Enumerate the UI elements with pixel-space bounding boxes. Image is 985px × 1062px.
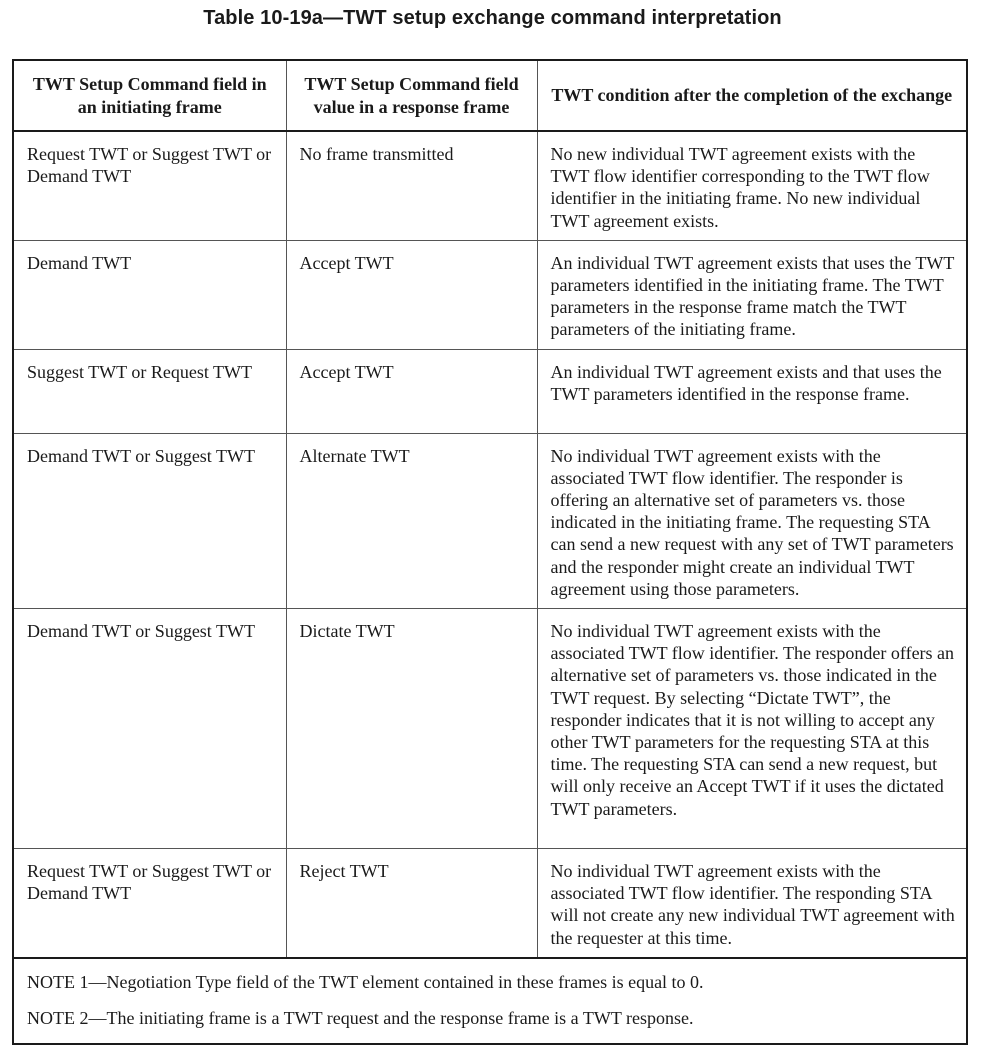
column-header-response-frame: TWT Setup Command field value in a response frame	[286, 61, 537, 131]
cell-twt-condition: No individual TWT agreement exists with the associated TWT flow identifier. The responder is offering an alternative set of parameters vs. those indicated in the initiating frame. The requesting STA can send a new request with any set of TWT parameters and the responder might create an individual TWT agreement using those parameters.	[537, 433, 966, 608]
table-row	[14, 609, 966, 849]
cell-response-value: Dictate TWT	[286, 609, 537, 849]
cell-twt-condition: No individual TWT agreement exists with the associated TWT flow identifier. The responder offers an alternative set of parameters vs. those indicated in the TWT request. By selecting “Dictate TWT”, the responder indicates that it is not willing to accept any other TWT parameters for the requesting STA at this time. The requesting STA can send a new request, but will only receive an Accept TWT if it uses the dictated TWT parameters.	[537, 609, 966, 849]
note-2: NOTE 2—The initiating frame is a TWT request and the response frame is a TWT response.	[27, 1007, 694, 1028]
cell-initiating-command: Demand TWT or Suggest TWT	[14, 433, 286, 608]
table-row	[14, 131, 966, 240]
table-caption: Table 10-19a—TWT setup exchange command interpretation	[203, 7, 782, 29]
cell-initiating-command: Demand TWT or Suggest TWT	[14, 609, 286, 849]
table-row	[14, 240, 966, 349]
cell-initiating-command: Request TWT or Suggest TWT or Demand TWT	[14, 849, 286, 958]
header-row	[14, 61, 966, 131]
twt-setup-table	[12, 59, 968, 1045]
note-1: NOTE 1—Negotiation Type field of the TWT element contained in these frames is equal to 0.	[27, 971, 704, 992]
cell-initiating-command: Request TWT or Suggest TWT or Demand TWT	[14, 131, 286, 240]
table-row	[14, 433, 966, 608]
cell-response-value: Accept TWT	[286, 240, 537, 349]
twt-table	[14, 61, 966, 959]
cell-response-value: Accept TWT	[286, 349, 537, 433]
cell-response-value: No frame transmitted	[286, 131, 537, 240]
table-row	[14, 349, 966, 433]
table-notes	[14, 959, 966, 1039]
column-header-twt-condition: TWT condition after the completion of the exchange	[537, 61, 966, 131]
cell-initiating-command: Suggest TWT or Request TWT	[14, 349, 286, 433]
column-header-initiating-frame: TWT Setup Command field in an initiating frame	[14, 61, 286, 131]
cell-twt-condition: An individual TWT agreement exists that uses the TWT parameters identified in the initiating frame. The TWT parameters in the response frame match the TWT parameters of the initiating frame.	[537, 240, 966, 349]
cell-response-value: Alternate TWT	[286, 433, 537, 608]
table-row	[14, 849, 966, 958]
cell-response-value: Reject TWT	[286, 849, 537, 958]
cell-twt-condition: No individual TWT agreement exists with the associated TWT flow identifier. The responding STA will not create any new individual TWT agreement with the requester at this time.	[537, 849, 966, 958]
cell-twt-condition: No new individual TWT agreement exists with the TWT flow identifier corresponding to the TWT flow identifier in the initiating frame. No new individual TWT agreement exists.	[537, 131, 966, 240]
cell-twt-condition: An individual TWT agreement exists and that uses the TWT parameters identified in the response frame.	[537, 349, 966, 433]
cell-initiating-command: Demand TWT	[14, 240, 286, 349]
